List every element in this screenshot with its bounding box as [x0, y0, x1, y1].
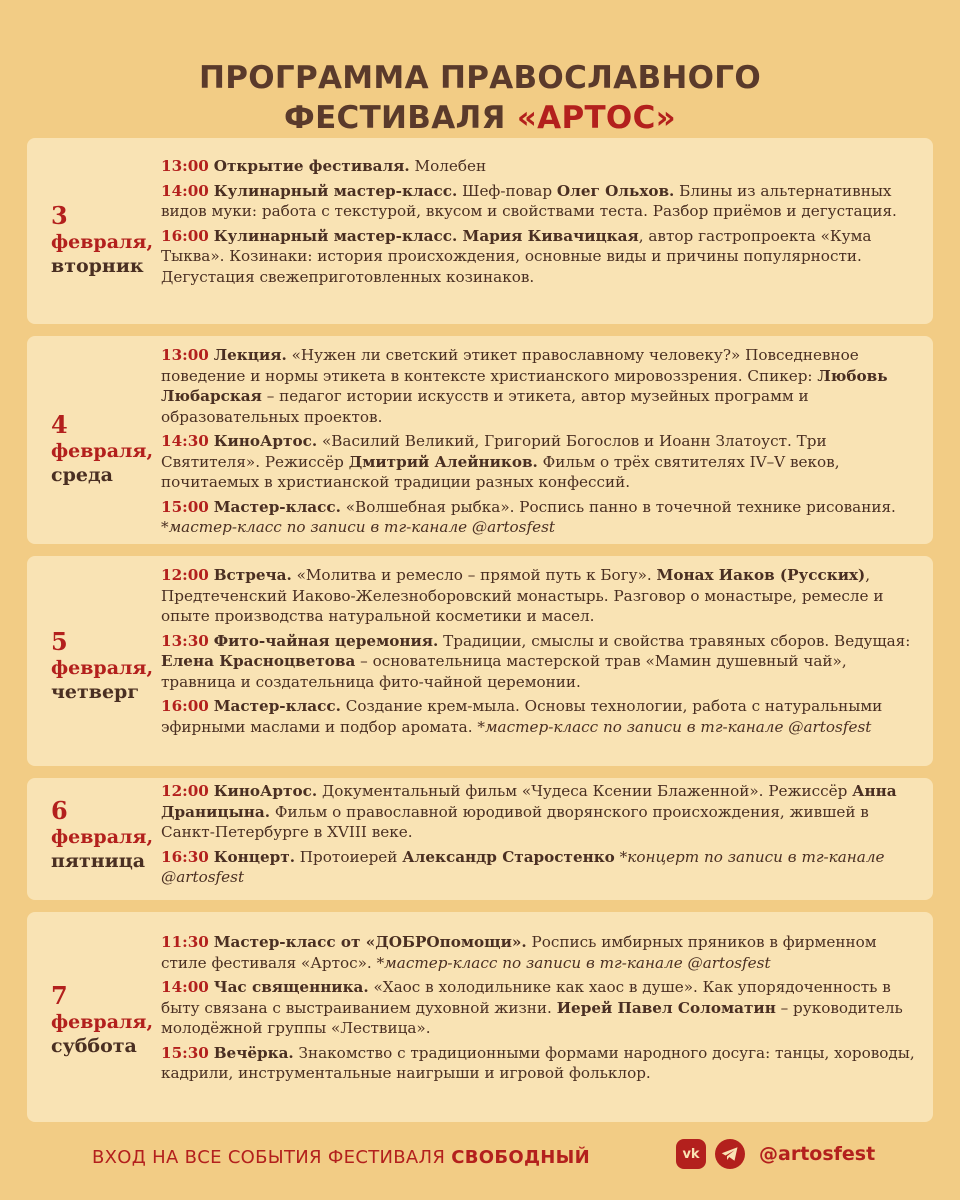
day-number: 5	[51, 627, 68, 656]
event-item	[161, 226, 921, 288]
event-item	[161, 181, 921, 222]
event-text: Традиции, смыслы и свойства травяных сборов. Ведущая:	[438, 631, 911, 650]
event-text: «Василий Великий, Григорий Богослов и Иоанн Златоуст. Три Святителя». Режиссёр	[161, 432, 827, 471]
event-time: 13:00	[161, 157, 209, 175]
event-note: *мастер-класс по записи в тг-канале @artosfest	[477, 717, 872, 736]
event-note: *мастер-класс по записи в тг-канале @artosfest	[376, 953, 771, 972]
day-month: февраля,	[51, 440, 154, 462]
event-text: Создание крем-мыла. Основы технологии, работа с натуральными эфирными маслами и подбор аромата.	[161, 697, 883, 736]
event-item	[161, 156, 921, 177]
event-note: *мастер-класс по записи в тг-канале @artosfest	[161, 518, 555, 536]
event-text-more: – руководитель молодёжной группы «Лествица».	[161, 998, 903, 1037]
day-events	[161, 345, 921, 542]
event-title: Мастер-класс от «ДОБРОпомощи».	[213, 933, 527, 951]
footer-entry-note	[92, 1147, 590, 1168]
day-number: 6	[51, 796, 68, 825]
event-time: 12:00	[161, 566, 209, 584]
event-item	[161, 977, 921, 1039]
event-time: 13:30	[161, 631, 209, 650]
event-text-more: Фильм о трёх святителях IV–V веков, почитаемых в христианской традиции разных конфессий.	[161, 452, 840, 491]
event-item	[161, 565, 921, 627]
event-text-more: , Предтеченский Иаково-Железноборовский монастырь. Разговор о монастыре, ремесле и опыте производства натуральной косметики и масел.	[161, 566, 884, 625]
event-text: «Молитва и ремесло – прямой путь к Богу».	[291, 566, 657, 584]
event-text-more: – педагог истории искусств и этикета, автор музейных программ и образовательных проектов.	[161, 387, 809, 426]
day-date	[51, 797, 171, 873]
event-item	[161, 847, 921, 888]
day-weekday: вторник	[51, 255, 144, 277]
day-date	[51, 982, 171, 1058]
event-text: , автор гастропроекта «Кума Тыква». Козинаки: история происхождения, основные виды и причины популярности. Дегустация свежеприготовленных козинаков.	[161, 226, 872, 286]
day-weekday: среда	[51, 464, 113, 486]
event-person: Иерей Павел Соломатин	[556, 998, 776, 1017]
event-title: Кулинарный мастер-класс.	[213, 181, 458, 200]
day-date	[51, 411, 171, 487]
event-item	[161, 631, 921, 693]
day-weekday: суббота	[51, 1035, 137, 1057]
footer-free: СВОБОДНЫЙ	[451, 1147, 590, 1168]
event-text-more: Фильм о православной юродивой дворянского происхождения, жившей в Санкт-Петербурге в XVIII веке.	[161, 802, 869, 841]
event-time: 16:00	[161, 697, 209, 715]
event-title: КиноАртос.	[213, 432, 318, 450]
day-events	[161, 781, 921, 892]
telegram-icon[interactable]	[715, 1139, 745, 1169]
event-title: Лекция.	[213, 346, 287, 364]
event-person: Монах Иаков (Русских)	[656, 566, 866, 584]
event-person: Александр Старостенко	[402, 847, 615, 866]
day-number: 3	[51, 201, 68, 230]
event-item	[161, 497, 921, 538]
event-time: 14:30	[161, 432, 209, 450]
day-card	[27, 138, 933, 324]
event-person: Анна Драницына.	[161, 782, 897, 821]
event-person: Дмитрий Алейников.	[348, 452, 538, 471]
event-title: Фито-чайная церемония.	[213, 631, 439, 650]
page-title	[0, 58, 960, 138]
event-text: Молебен	[409, 157, 487, 175]
event-item	[161, 781, 921, 843]
event-title: Мастер-класс.	[213, 497, 341, 516]
event-text: «Хаос в холодильнике как хаос в душе». Как упорядоченность в быту связана с выстраиванием духовной жизни.	[161, 978, 891, 1017]
event-time: 11:30	[161, 933, 209, 951]
event-title: Час священника.	[213, 978, 369, 996]
day-date	[51, 628, 171, 704]
event-title: Встреча.	[213, 566, 292, 584]
event-text: «Волшебная рыбка». Роспись панно в точечной технике рисования.	[340, 497, 896, 516]
event-title: Кулинарный мастер-класс. Мария Кивачицкая	[213, 226, 639, 245]
title-line2-prefix: ФЕСТИВАЛЯ	[284, 100, 517, 136]
event-text: «Нужен ли светский этикет православному человеку?» Повседневное поведение и нормы этикета в контексте христианского мировоззрения. Спикер:	[161, 346, 859, 385]
event-note: *концерт по записи в тг-канале @artosfest	[161, 847, 885, 886]
day-date	[51, 202, 171, 278]
event-person: Любовь Любарская	[161, 366, 888, 405]
event-title: Открытие фестиваля.	[213, 157, 410, 175]
title-line1: ПРОГРАММА ПРАВОСЛАВНОГО	[198, 60, 762, 96]
event-item	[161, 431, 921, 493]
title-accent: «АРТОС»	[516, 100, 676, 136]
day-card	[27, 912, 933, 1122]
day-card	[27, 778, 933, 900]
day-weekday: пятница	[51, 850, 146, 872]
day-month: февраля,	[51, 231, 154, 253]
day-weekday: четверг	[51, 681, 139, 703]
event-item	[161, 932, 921, 973]
event-person: Елена Красноцветова	[161, 652, 356, 670]
event-text: Знакомство с традиционными формами народного досуга: танцы, хороводы, кадрили, инструментальные наигрыши и игровой фольклор.	[161, 1043, 915, 1082]
day-card	[27, 556, 933, 766]
vk-icon[interactable]: vk	[676, 1139, 706, 1169]
event-item	[161, 345, 921, 427]
title-line2	[0, 98, 960, 138]
event-title: Концерт.	[213, 847, 295, 866]
event-time: 14:00	[161, 978, 209, 996]
day-events	[161, 565, 921, 741]
day-events	[161, 156, 921, 291]
event-title: КиноАртос.	[213, 782, 318, 800]
event-person: Олег Ольхов.	[556, 181, 675, 200]
day-card	[27, 336, 933, 544]
event-time: 16:30	[161, 847, 209, 866]
event-time: 15:00	[161, 497, 209, 516]
event-title: Вечёрка.	[213, 1043, 294, 1062]
event-item	[161, 696, 921, 737]
social-handle[interactable]: @artosfest	[759, 1143, 876, 1165]
event-time: 12:00	[161, 782, 209, 800]
event-text: Роспись имбирных пряников в фирменном стиле фестиваля «Артос».	[161, 933, 877, 972]
event-item	[161, 1043, 921, 1084]
event-time: 14:00	[161, 181, 209, 200]
day-month: февраля,	[51, 826, 154, 848]
event-text-more: – основательница мастерской трав «Мамин душевный чай», травница и создательница фито-чайной церемонии.	[161, 652, 847, 691]
day-events	[161, 932, 921, 1088]
event-text: Протоиерей	[294, 847, 403, 866]
event-text: Документальный фильм «Чудеса Ксении Блаженной». Режиссёр	[317, 782, 853, 800]
event-time: 13:00	[161, 346, 209, 364]
day-number: 4	[51, 410, 68, 439]
event-text-more: Блины из альтернативных видов муки: работа с текстурой, вкусом и свойствами теста. Разбор приёмов и дегустация.	[161, 181, 897, 220]
event-text: Шеф-повар	[457, 181, 557, 200]
social-links	[676, 1139, 875, 1169]
day-month: февраля,	[51, 657, 154, 679]
event-time: 16:00	[161, 226, 209, 245]
event-title: Мастер-класс.	[213, 697, 341, 715]
day-month: февраля,	[51, 1011, 154, 1033]
event-time: 15:30	[161, 1043, 209, 1062]
day-number: 7	[51, 981, 68, 1010]
footer-text: ВХОД НА ВСЕ СОБЫТИЯ ФЕСТИВАЛЯ	[92, 1147, 452, 1168]
